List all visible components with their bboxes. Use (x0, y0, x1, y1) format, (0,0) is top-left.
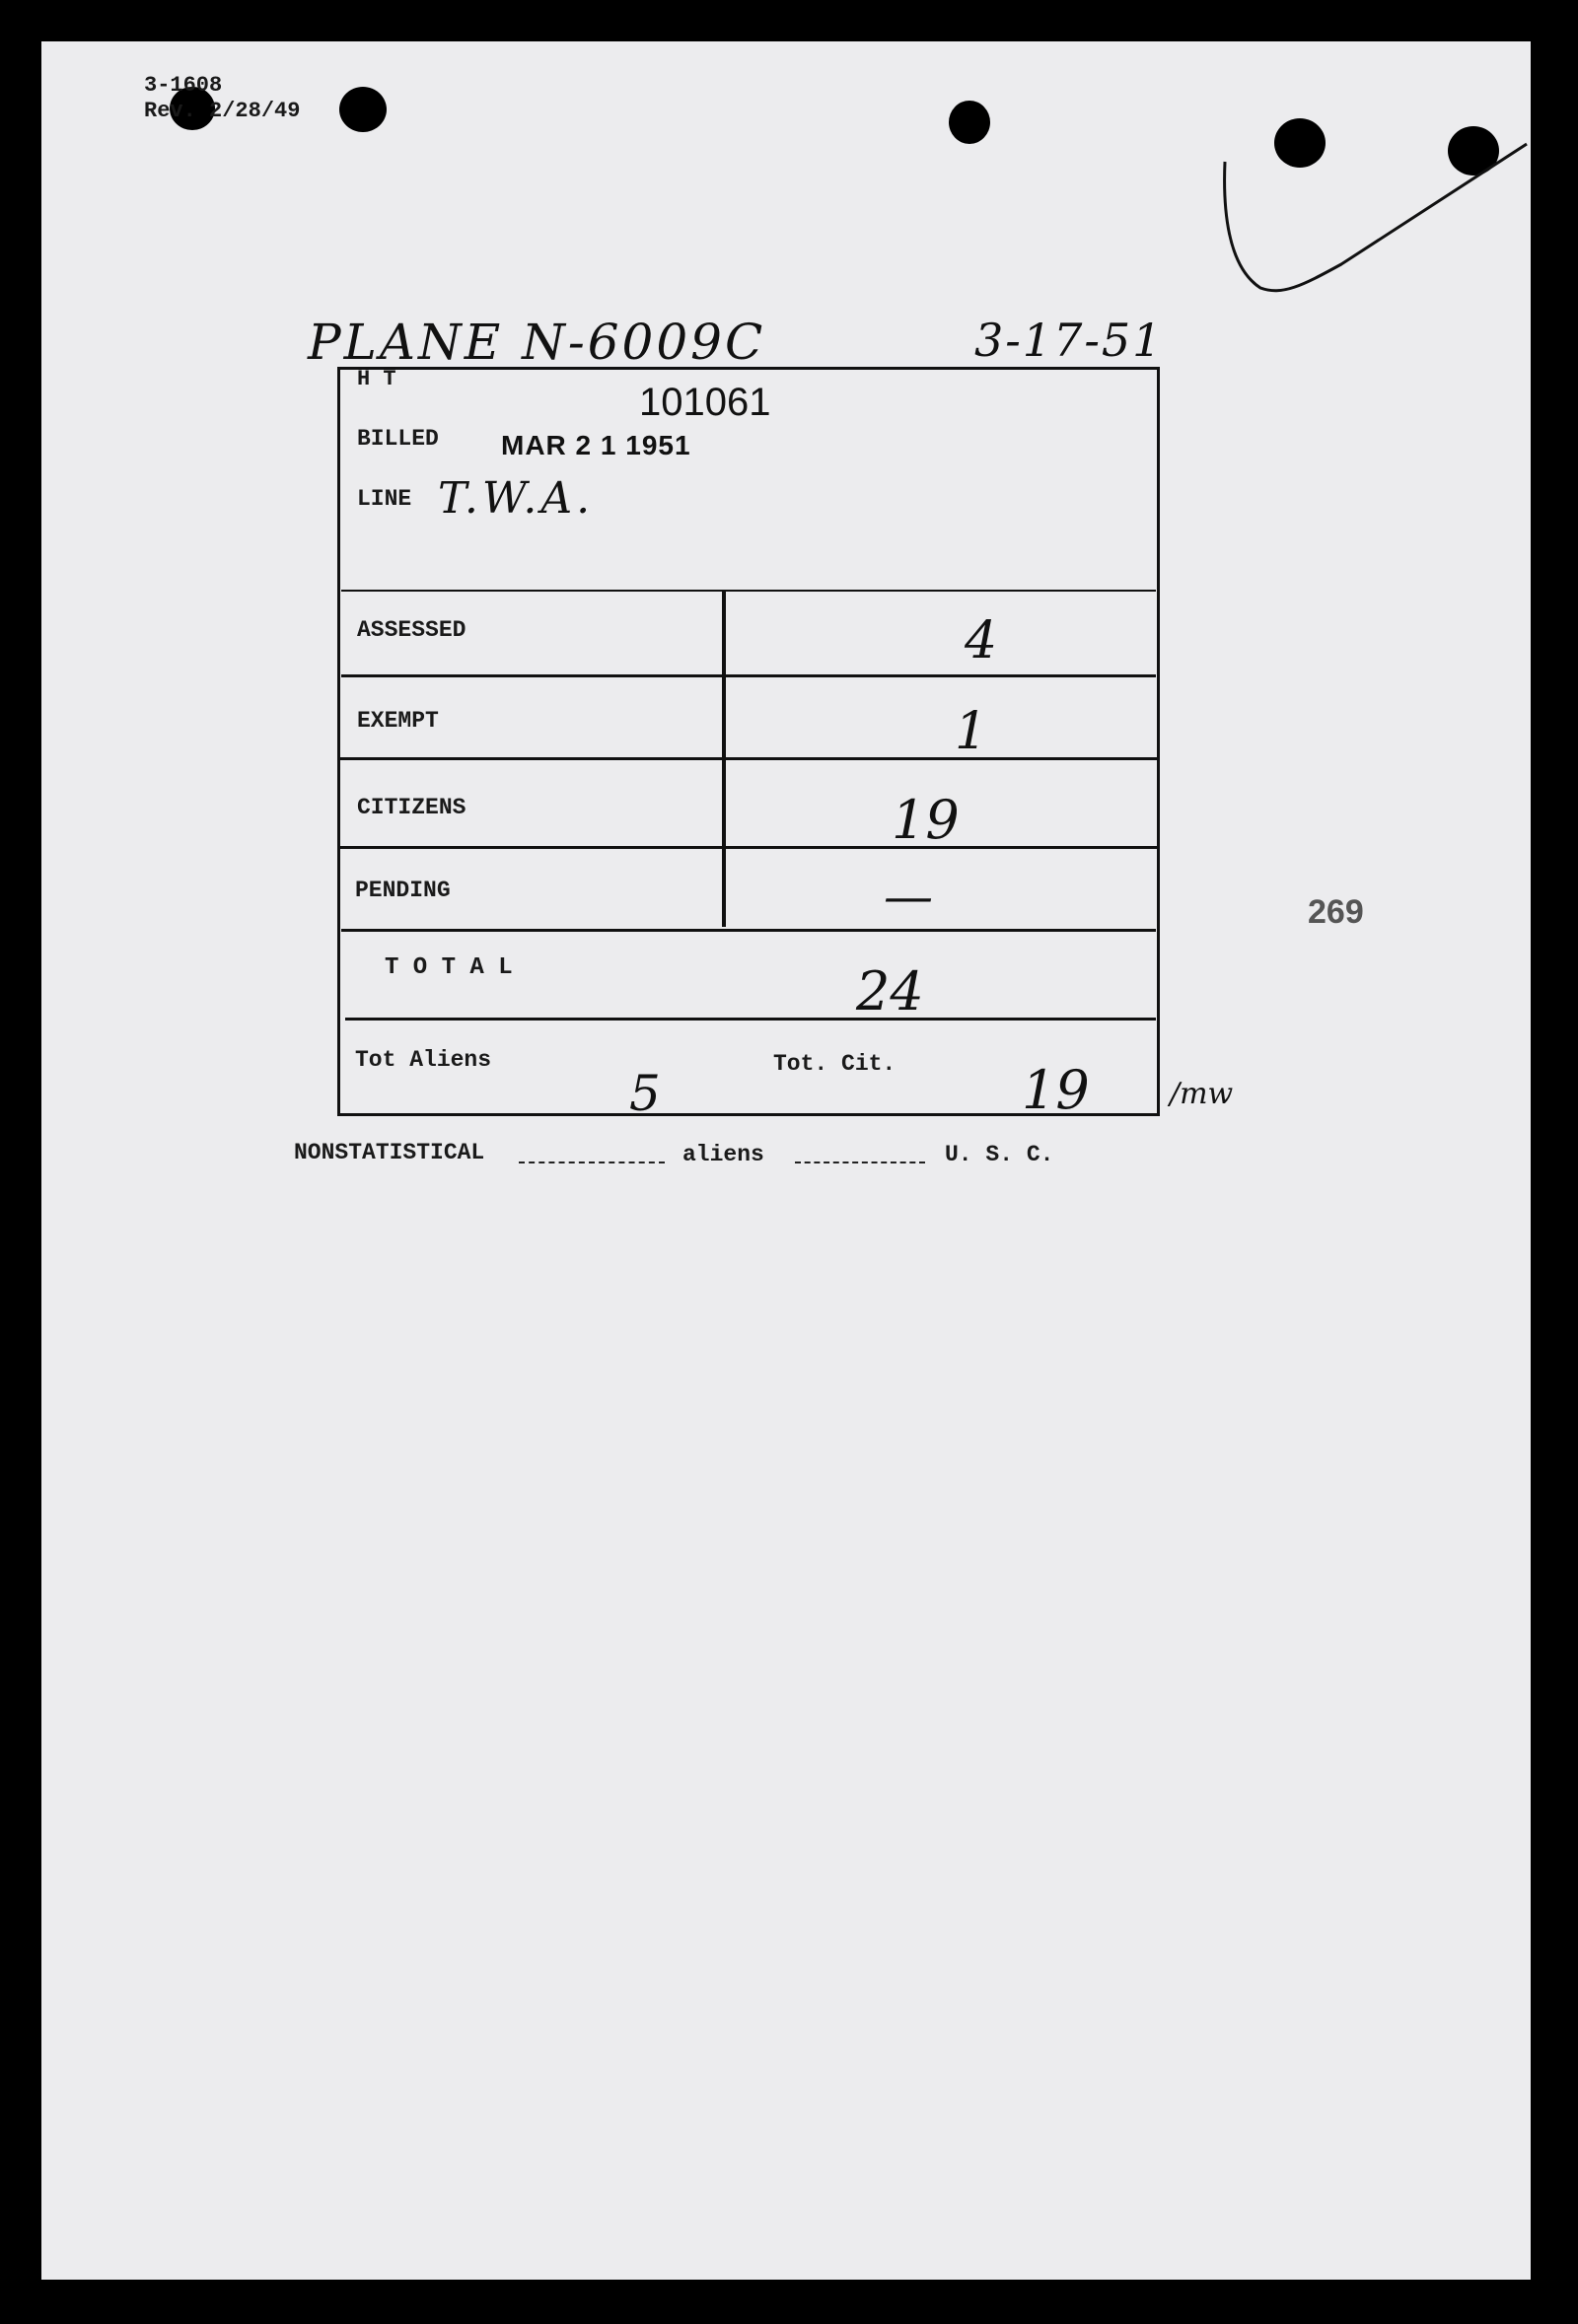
exempt-value: 1 (955, 702, 988, 761)
punch-hole (949, 101, 990, 144)
tot-cit-value: 19 (1022, 1059, 1090, 1121)
nonstatistical-label: NONSTATISTICAL (294, 1140, 485, 1165)
tot-cit-label: Tot. Cit. (773, 1051, 897, 1077)
citizens-value: 19 (892, 789, 960, 851)
form-rule (339, 757, 1158, 760)
plane-heading: PLANE N-6009C (308, 314, 766, 371)
form-code-line2: Rev. 2/28/49 (144, 99, 301, 123)
tot-aliens-value: 5 (629, 1065, 661, 1122)
pending-label: PENDING (355, 878, 451, 903)
exempt-label: EXEMPT (357, 708, 439, 734)
pending-value: — (884, 868, 933, 925)
form-code-line1: 3-1608 (144, 73, 223, 98)
form-rule (341, 590, 1156, 592)
form-rule (341, 929, 1156, 932)
total-label: T O T A L (385, 954, 513, 981)
total-value: 24 (856, 960, 924, 1022)
line-label: LINE (357, 486, 412, 512)
check-mark-stroke (1213, 138, 1539, 306)
initials: /mw (1170, 1077, 1234, 1111)
form-rule (341, 674, 1156, 677)
column-divider (722, 592, 726, 927)
form-rule (345, 1018, 1156, 1021)
date-written: 3-17-51 (974, 314, 1164, 367)
assessed-value: 4 (965, 611, 998, 670)
punch-hole (339, 87, 387, 132)
ht-label: H T (357, 367, 396, 391)
page-number: 269 (1308, 893, 1364, 931)
billed-date-stamp: MAR 2 1 1951 (501, 430, 691, 460)
citizens-label: CITIZENS (357, 795, 466, 820)
tot-aliens-label: Tot Aliens (355, 1047, 492, 1073)
ht-number: 101061 (639, 381, 771, 424)
assessed-label: ASSESSED (357, 617, 466, 643)
line-value: T.W.A. (438, 473, 595, 524)
blank-line (795, 1162, 925, 1163)
aliens-label: aliens (682, 1142, 764, 1167)
blank-line (519, 1162, 665, 1163)
form-rule (339, 846, 1158, 849)
billed-label: BILLED (357, 426, 439, 452)
usc-label: U. S. C. (945, 1142, 1054, 1167)
